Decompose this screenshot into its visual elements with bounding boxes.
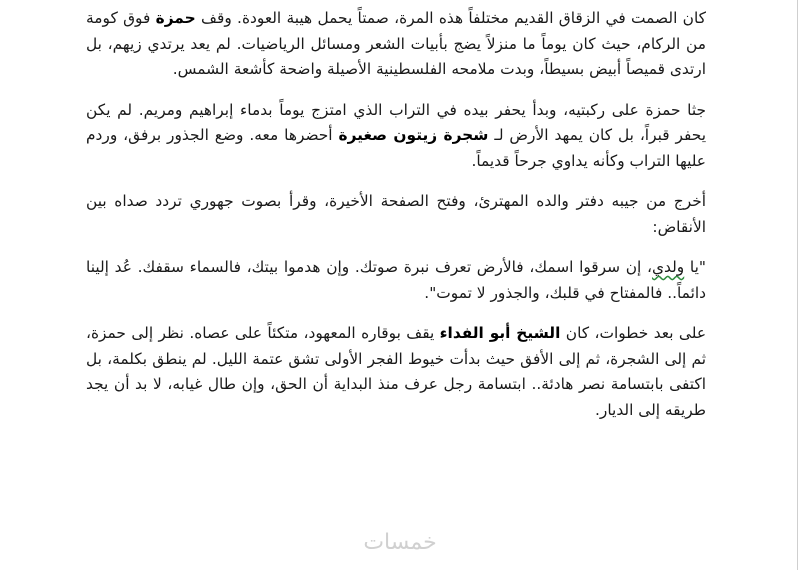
- paragraph-4-quote: [86, 255, 706, 306]
- paragraph-4-text-a: "يا: [684, 258, 706, 276]
- paragraph-1-text-a: كان الصمت في الزقاق القديم مختلفاً هذه المرة، صمتاً يحمل هيبة العودة. وقف: [195, 9, 706, 27]
- paragraph-1-bold-name: حمزة: [155, 9, 196, 27]
- page-edge-divider: [797, 0, 798, 570]
- paragraph-4-text-b: ، إن سرقوا اسمك، فالأرض تعرف نبرة صوتك. وإن هدموا بيتك، فالسماء سقفك. عُد إلينا دائماً.. فالمفتاح في قلبك، والجذور لا تموت".: [86, 258, 706, 302]
- watermark-logo: خمسات: [363, 530, 437, 555]
- paragraph-5: [86, 321, 706, 423]
- paragraph-2: [86, 98, 706, 175]
- paragraph-1-text-b: فوق كومة من الركام، حيث كان يوماً ما منزلاً يضج بأبيات الشعر ومسائل الرياضيات. لم يعد يرتدي زيهم، بل ارتدى قميصاً أبيض بسيطاً، وبدت ملامحه الفلسطينية الأصيلة واضحة كأشعة الشمس.: [86, 9, 706, 78]
- spellcheck-flagged-word[interactable]: ولدي: [651, 258, 685, 276]
- paragraph-5-text-b: يقف بوقاره المعهود، متكئاً على عصاه. نظر إلى حمزة، ثم إلى الشجرة، ثم إلى الأفق حيث بدأت خيوط الفجر الأولى تشق عتمة الليل. لم ينطق بكلمة، بل اكتفى بابتسامة نصر هادئة.. ابتسامة رجل عرف منذ البداية أن الحق، وإن طال غيابه، لا بد أن يجد طريقه إلى الديار.: [86, 324, 706, 419]
- paragraph-5-bold-name: الشيخ أبو الفداء: [439, 324, 561, 342]
- paragraph-3: أخرج من جيبه دفتر والده المهترئ، وفتح الصفحة الأخيرة، وقرأ بصوت جهوري تردد صداه بين الأنقاض:: [86, 192, 706, 236]
- paragraph-2-text-a: جثا حمزة على ركبتيه، وبدأ يحفر بيده في التراب الذي امتزج يوماً بدماء إبراهيم ومريم. لم يكن يحفر قبراً، بل كان يمهد الأرض لـ: [86, 100, 706, 144]
- paragraph-1: [86, 6, 706, 83]
- paragraph-2-text-b: أحضرها معه. وضع الجذور برفق، وردم عليها التراب وكأنه يداوي جرحاً قديماً.: [86, 126, 706, 170]
- paragraph-2-bold-phrase: شجرة زيتون صغيرة: [338, 126, 489, 144]
- paragraph-5-text-a: على بعد خطوات، كان: [560, 324, 707, 342]
- document-body: [86, 6, 706, 438]
